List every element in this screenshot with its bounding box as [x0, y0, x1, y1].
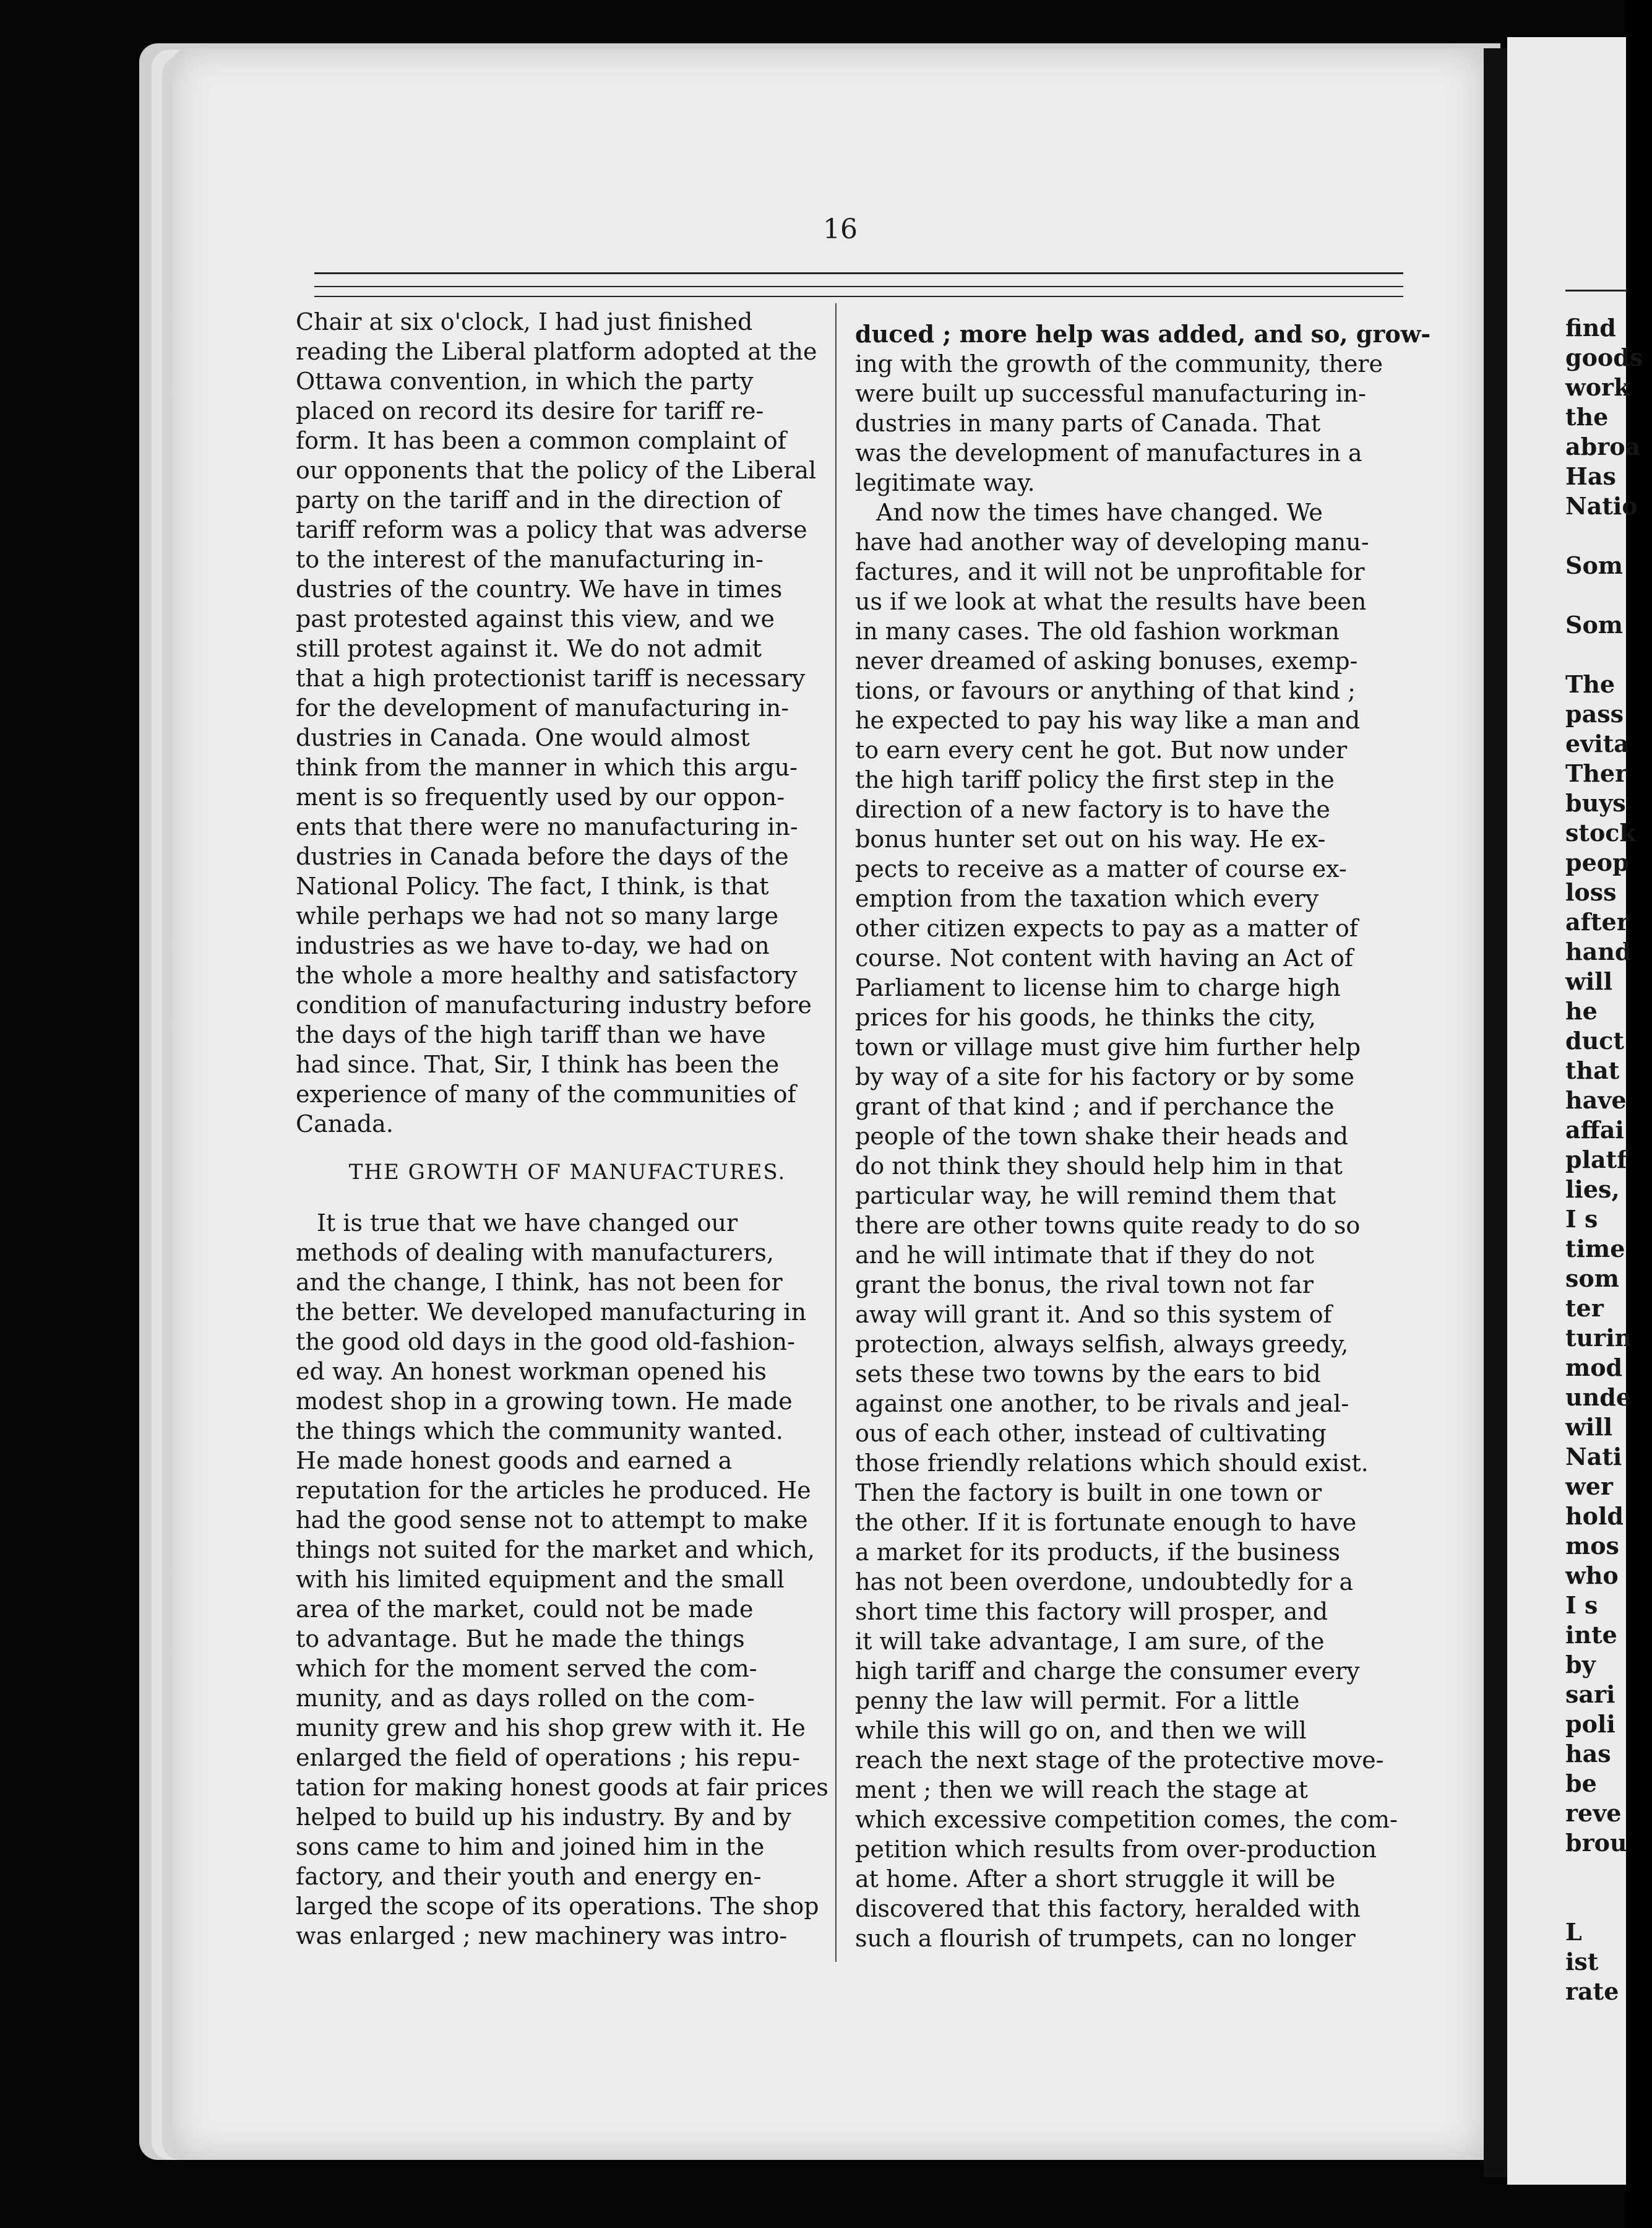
text-line: rate	[1565, 1977, 1619, 2005]
text-line: has	[1565, 1740, 1611, 1768]
text-line: to earn every cent he got. But now under	[855, 736, 1348, 764]
adjacent-page-rule	[1565, 290, 1627, 291]
text-line: abroa	[1565, 433, 1641, 460]
text-line: affai	[1565, 1116, 1624, 1144]
column-divider	[835, 303, 837, 1962]
paragraph	[855, 498, 1400, 1953]
text-line: hand	[1565, 938, 1632, 965]
paragraph	[296, 1208, 839, 1951]
text-line: course. Not content with having an Act of	[855, 944, 1353, 972]
text-line: grant the bonus, the rival town not far	[855, 1271, 1314, 1298]
paragraph	[855, 319, 1431, 498]
text-line: stock	[1565, 819, 1636, 847]
text-line: Som	[1565, 611, 1623, 639]
text-line: tions, or favours or anything of that kind ;	[855, 677, 1356, 704]
text-line: poli	[1565, 1710, 1615, 1738]
text-line: buys	[1565, 789, 1626, 817]
text-line: past protested against this view, and we	[296, 605, 775, 633]
text-line: it will take advantage, I am sure, of the	[855, 1628, 1325, 1655]
text-line: lies,	[1565, 1175, 1620, 1203]
text-line: He made honest goods and earned a	[296, 1447, 733, 1474]
text-line: industries as we have to-day, we had on	[296, 932, 770, 959]
text-line: sons came to him and joined him in the	[296, 1833, 765, 1860]
text-line: away will grant it. And so this system of	[855, 1301, 1332, 1328]
text-line	[1565, 581, 1652, 610]
text-line: protection, always selfish, always greedy,	[855, 1331, 1349, 1358]
text-line: ing with the growth of the community, there	[855, 350, 1383, 378]
text-line: be	[1565, 1769, 1597, 1797]
text-line: placed on record its desire for tariff re-	[296, 397, 764, 425]
text-line: unde	[1565, 1383, 1632, 1411]
text-line: bonus hunter set out on his way. He ex-	[855, 826, 1326, 853]
text-line: modest shop in a growing town. He made	[296, 1388, 793, 1415]
text-line: for the development of manufacturing in-	[296, 694, 789, 722]
text-line: I s	[1565, 1591, 1598, 1619]
text-line: I s	[1565, 1205, 1598, 1233]
text-line: sari	[1565, 1680, 1615, 1708]
text-line: duced ; more help was added, and so, grow-	[855, 320, 1431, 348]
text-line: the other. If it is fortunate enough to have	[855, 1509, 1357, 1536]
text-line: hold	[1565, 1502, 1624, 1530]
text-line: platf	[1565, 1146, 1627, 1173]
text-line: It is true that we have changed our	[317, 1209, 738, 1237]
text-line: reach the next stage of the protective move-	[855, 1747, 1384, 1774]
text-line: tariff reform was a policy that was adverse	[296, 516, 807, 543]
adjacent-page-text	[1565, 313, 1652, 2006]
text-line: has not been overdone, undoubtedly for a	[855, 1568, 1354, 1595]
text-line: reve	[1565, 1799, 1622, 1827]
text-line: area of the market, could not be made	[296, 1595, 754, 1623]
text-line: som	[1565, 1264, 1619, 1292]
text-line: methods of dealing with manufacturers,	[296, 1239, 775, 1266]
text-line	[1565, 640, 1652, 670]
text-line: to advantage. But he made the things	[296, 1625, 745, 1652]
text-line: dustries of the country. We have in times	[296, 576, 783, 603]
text-line: grant of that kind ; and if perchance the	[855, 1093, 1335, 1120]
text-line: mod	[1565, 1354, 1623, 1381]
left-text-column	[296, 307, 839, 1951]
text-line: the things which the community wanted.	[296, 1417, 783, 1444]
text-line: will	[1565, 1413, 1613, 1441]
text-line: munity grew and his shop grew with it. He	[296, 1714, 806, 1742]
text-line: dustries in Canada before the days of the	[296, 843, 789, 870]
text-line: and he will intimate that if they do not	[855, 1241, 1314, 1269]
text-line: munity, and as days rolled on the com-	[296, 1685, 755, 1712]
text-line: that	[1565, 1056, 1620, 1084]
text-line: form. It has been a common complaint of	[296, 427, 786, 454]
text-line: find	[1565, 314, 1616, 342]
paragraph	[296, 307, 839, 1139]
text-line: direction of a new factory is to have the	[855, 796, 1330, 823]
text-line: Parliament to license him to charge high	[855, 974, 1341, 1001]
text-line: other citizen expects to pay as a matter of	[855, 915, 1358, 942]
text-line: inte	[1565, 1621, 1617, 1649]
text-line: which for the moment served the com-	[296, 1655, 757, 1682]
text-line: a market for its products, if the business	[855, 1539, 1341, 1566]
text-line: ents that there were no manufacturing in-	[296, 813, 798, 840]
text-line: was the development of manufactures in a	[855, 439, 1362, 467]
text-line: emption from the taxation which every	[855, 885, 1319, 912]
text-line: factory, and their youth and energy en-	[296, 1863, 762, 1890]
text-line: goods	[1565, 343, 1643, 371]
text-line: brou	[1565, 1829, 1627, 1857]
text-line: wer	[1565, 1472, 1613, 1500]
text-line: time	[1565, 1235, 1625, 1263]
header-rule	[314, 296, 1403, 297]
text-line: dustries in many parts of Canada. That	[855, 410, 1321, 437]
text-line: evita	[1565, 730, 1629, 758]
text-line: that a high protectionist tariff is necessary	[296, 665, 806, 692]
text-line: was enlarged ; new machinery was intro-	[296, 1922, 788, 1950]
header-rule	[314, 286, 1403, 287]
text-line: against one another, to be rivals and jeal-	[855, 1390, 1349, 1417]
text-line: experience of many of the communities of	[296, 1081, 796, 1108]
text-line: Som	[1565, 551, 1623, 579]
text-line: turin	[1565, 1324, 1632, 1352]
text-line: while perhaps we had not so many large	[296, 902, 779, 930]
text-line: Has	[1565, 462, 1616, 490]
text-line	[1565, 521, 1652, 551]
text-line: reputation for the articles he produced. He	[296, 1477, 811, 1504]
text-line: town or village must give him further help	[855, 1034, 1361, 1061]
text-line: our opponents that the policy of the Liberal	[296, 457, 817, 484]
text-line: while this will go on, and then we will	[855, 1717, 1307, 1744]
text-line: discovered that this factory, heralded with	[855, 1895, 1361, 1922]
text-line: mos	[1565, 1532, 1619, 1560]
text-line: dustries in Canada. One would almost	[296, 724, 750, 751]
text-line: had the good sense not to attempt to make	[296, 1506, 808, 1534]
text-line: larged the scope of its operations. The shop	[296, 1893, 819, 1920]
text-line: L	[1565, 1918, 1582, 1946]
text-line: Ther	[1565, 759, 1628, 787]
text-line: the whole a more healthy and satisfactory	[296, 962, 798, 989]
text-line	[1565, 1888, 1652, 1917]
text-line: have had another way of developing manu-	[855, 529, 1369, 556]
text-line: petition which results from over-production	[855, 1836, 1377, 1863]
text-line: which excessive competition comes, the com-	[855, 1806, 1398, 1833]
text-line: ment is so frequently used by our oppon-	[296, 784, 785, 811]
text-line: those friendly relations which should exist.	[855, 1449, 1369, 1477]
text-line: Chair at six o'clock, I had just finished	[296, 308, 753, 335]
text-line: the high tariff policy the first step in the	[855, 766, 1335, 793]
text-line: such a flourish of trumpets, can no longer	[855, 1925, 1356, 1952]
text-line: Canada.	[296, 1110, 394, 1138]
text-line: in many cases. The old fashion workman	[855, 618, 1340, 645]
text-line: people of the town shake their heads and	[855, 1123, 1349, 1150]
text-line: who	[1565, 1561, 1619, 1589]
text-line: loss	[1565, 878, 1617, 906]
section-heading: THE GROWTH OF MANUFACTURES.	[348, 1160, 786, 1185]
text-line: the good old days in the good old-fashion-	[296, 1328, 795, 1355]
text-line: condition of manufacturing industry before	[296, 991, 812, 1019]
text-line: And now the times have changed. We	[876, 499, 1323, 526]
right-text-column	[855, 319, 1431, 1953]
text-line: he expected to pay his way like a man and	[855, 707, 1361, 734]
text-line: think from the manner in which this argu-	[296, 754, 798, 781]
text-line: pass	[1565, 700, 1624, 728]
text-line: tation for making honest goods at fair prices	[296, 1774, 828, 1801]
text-line: things not suited for the market and which,	[296, 1536, 815, 1563]
text-line: do not think they should help him in that	[855, 1152, 1343, 1180]
text-line: enlarged the field of operations ; his repu-	[296, 1744, 801, 1771]
text-line: had since. That, Sir, I think has been the	[296, 1051, 780, 1078]
text-line: ed way. An honest workman opened his	[296, 1358, 767, 1385]
text-line: after	[1565, 908, 1629, 936]
text-line: still protest against it. We do not admit	[296, 635, 762, 662]
text-line: Then the factory is built in one town or	[855, 1479, 1322, 1506]
text-line: particular way, he will remind them that	[855, 1182, 1336, 1209]
text-line: he	[1565, 997, 1598, 1025]
text-line: National Policy. The fact, I think, is that	[296, 873, 769, 900]
text-line: with his limited equipment and the small	[296, 1566, 785, 1593]
text-line: ous of each other, instead of cultivating	[855, 1420, 1327, 1447]
text-line: will	[1565, 967, 1613, 995]
text-line: Ottawa convention, in which the party	[296, 368, 754, 395]
page-number: 16	[823, 214, 858, 245]
text-line: peop	[1565, 848, 1629, 876]
text-line: ist	[1565, 1948, 1599, 1975]
text-line: party on the tariff and in the direction of	[296, 486, 781, 514]
text-line: The	[1565, 670, 1615, 698]
text-line: the better. We developed manufacturing in	[296, 1298, 807, 1326]
text-line: the days of the high tariff than we have	[296, 1021, 766, 1048]
text-line: by	[1565, 1651, 1596, 1678]
text-line: at home. After a short struggle it will be	[855, 1865, 1336, 1893]
text-line: prices for his goods, he thinks the city,	[855, 1004, 1316, 1031]
header-rule	[314, 272, 1403, 274]
text-line: sets these two towns by the ears to bid	[855, 1360, 1321, 1388]
text-line: Natio	[1565, 492, 1638, 520]
text-line: ter	[1565, 1294, 1604, 1322]
text-line: legitimate way.	[855, 469, 1035, 496]
text-line	[1565, 1858, 1652, 1888]
text-line: were built up successful manufacturing in-	[855, 380, 1366, 407]
text-line: never dreamed of asking bonuses, exemp-	[855, 647, 1358, 675]
text-line: duct	[1565, 1027, 1624, 1055]
text-line: factures, and it will not be unprofitable for	[855, 558, 1365, 585]
page-gutter	[1484, 48, 1507, 2177]
text-line: work	[1565, 373, 1630, 401]
text-line: ment ; then we will reach the stage at	[855, 1776, 1308, 1803]
text-line: to the interest of the manufacturing in-	[296, 546, 764, 573]
text-line: Nati	[1565, 1443, 1622, 1470]
text-line: pects to receive as a matter of course ex-	[855, 855, 1347, 883]
text-line: helped to build up his industry. By and by	[296, 1803, 791, 1831]
text-line: reading the Liberal platform adopted at the	[296, 338, 817, 365]
text-line: have	[1565, 1086, 1627, 1114]
text-line: and the change, I think, has not been for	[296, 1269, 783, 1296]
text-line: us if we look at what the results have been	[855, 588, 1367, 615]
text-line: high tariff and charge the consumer every	[855, 1657, 1360, 1685]
text-line: short time this factory will prosper, and	[855, 1598, 1328, 1625]
text-line: penny the law will permit. For a little	[855, 1687, 1300, 1714]
text-line: there are other towns quite ready to do so	[855, 1212, 1361, 1239]
text-line: by way of a site for his factory or by some	[855, 1063, 1354, 1090]
text-line: the	[1565, 403, 1609, 431]
